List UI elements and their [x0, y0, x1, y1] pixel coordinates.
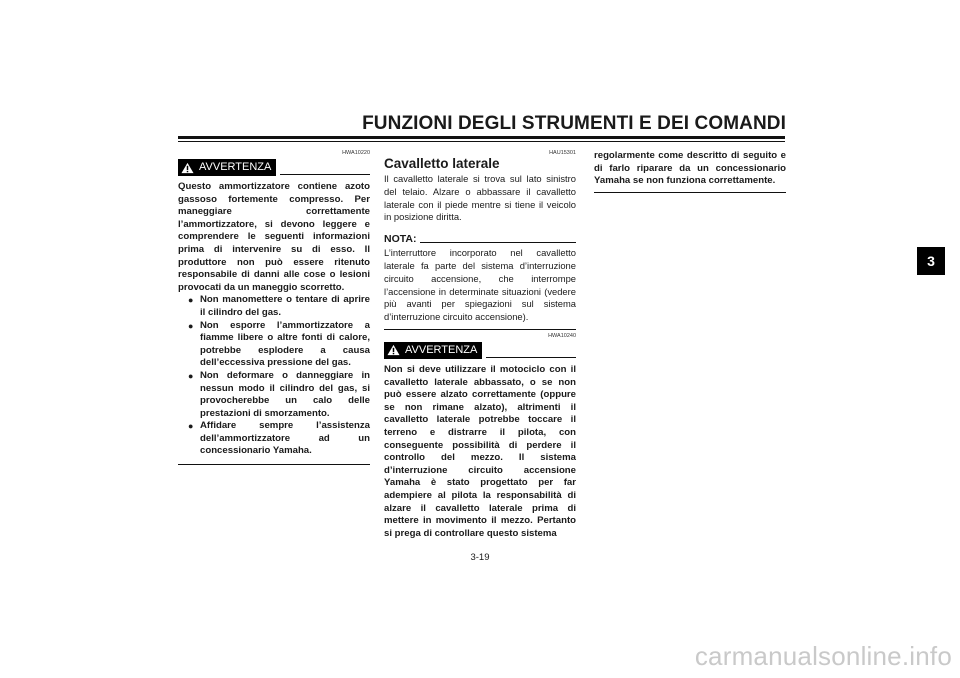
watermark: carmanualsonline.info — [694, 641, 952, 671]
warning-badge — [384, 342, 482, 359]
warning-rule — [486, 357, 576, 358]
warning-bullet-list — [178, 294, 370, 458]
section-intro: Il cavalletto laterale si trova sul lato sinistro del telaio. Alzare o abbassare il cavalletto laterale con il piede mentre si tiene il veicolo in posizione diritta. — [384, 173, 576, 223]
title-rule-thin — [178, 141, 785, 142]
note-end-rule — [384, 329, 576, 330]
list-item — [188, 370, 370, 420]
bullet-text: Affidare sempre l’assistenza dell’ammortizzatore ad un concessionario Yamaha. — [200, 420, 370, 457]
warning-text-continued: regolarmente come descritto di seguito e di farlo riparare da un concessionario Yamaha se non funziona correttamente. — [594, 150, 786, 187]
warning-header — [178, 159, 370, 176]
page-number: 3-19 — [470, 552, 490, 563]
warning-badge — [178, 159, 276, 176]
note-header — [384, 233, 576, 245]
page-title: FUNZIONI DEGLI STRUMENTI E DEI COMANDI — [362, 113, 786, 134]
bullet-dot-icon: ● — [188, 295, 194, 306]
warning-text: Questo ammortizzatore contiene azoto gassoso fortemente compresso. Per maneggiare correttamente l’ammortizzatore, si devono leggere e comprendere le seguenti informazioni prima di intervenire su di esso. Il produttore non può essere ritenuto responsabile di danni alle cose o lesioni provocati da un maneggio scorretto. — [178, 181, 370, 293]
section-heading: Cavalletto laterale — [384, 156, 500, 171]
bullet-text: Non manomettere o tentare di aprire il cilindro del gas. — [200, 294, 370, 318]
warning-end-rule — [594, 192, 786, 193]
bullet-dot-icon: ● — [188, 320, 194, 331]
list-item — [188, 320, 370, 370]
column-left — [178, 150, 370, 465]
note-rule — [420, 242, 576, 243]
column-right — [594, 150, 786, 193]
bullet-dot-icon: ● — [188, 421, 194, 432]
warning-header — [384, 342, 576, 359]
bullet-dot-icon: ● — [188, 370, 194, 381]
list-item — [188, 420, 370, 458]
list-item — [188, 294, 370, 319]
warning-triangle-icon — [181, 162, 194, 174]
warning-label: AVVERTENZA — [199, 161, 272, 173]
bullet-text: Non deformare o danneggiare in nessun modo il cilindro del gas, si provocherebbe un calo delle prestazioni di smorzamento. — [200, 369, 370, 419]
title-rule — [178, 136, 785, 139]
section-code: HAU15301 — [549, 150, 576, 156]
warning-code: HWA10220 — [342, 150, 370, 156]
chapter-tab[interactable]: 3 — [917, 247, 945, 275]
bullet-text: Non esporre l’ammortizzatore a fiamme libere o altre fonti di calore, potrebbe esplodere a causa dell’eccessiva pressione del gas. — [200, 319, 370, 369]
warning-triangle-icon — [387, 344, 400, 356]
note-text: L’interruttore incorporato nel cavalletto laterale fa parte del sistema d’interruzione circuito accensione, che interrompe l’accensione in determinate situazioni (vedere più avanti per spiegazioni sul sistema d’interruzione circuito accensione). — [384, 247, 576, 323]
warning-label: AVVERTENZA — [405, 343, 478, 356]
warning-code: HWA10240 — [548, 332, 576, 339]
warning-rule — [280, 174, 370, 175]
warning-end-rule — [178, 464, 370, 465]
warning-text: Non si deve utilizzare il motociclo con il cavalletto laterale abbassato, o se non può essere alzato correttamente (oppure se non rimane alzato), altrimenti il cavalletto laterale potrebbe toccare il terreno e distrarre il pilota, con conseguente possibilità di perdere il controllo del mezzo. Il sistema d’interruzione circuito accensione Yamaha è stato progettato per far adempiere al pilota la responsabilità di alzare il cavalletto laterale prima di mettere in movimento il mezzo. Pertanto si prega di controllare questo sistema — [384, 363, 576, 539]
column-middle — [384, 150, 576, 540]
note-label: NOTA: — [384, 233, 417, 246]
